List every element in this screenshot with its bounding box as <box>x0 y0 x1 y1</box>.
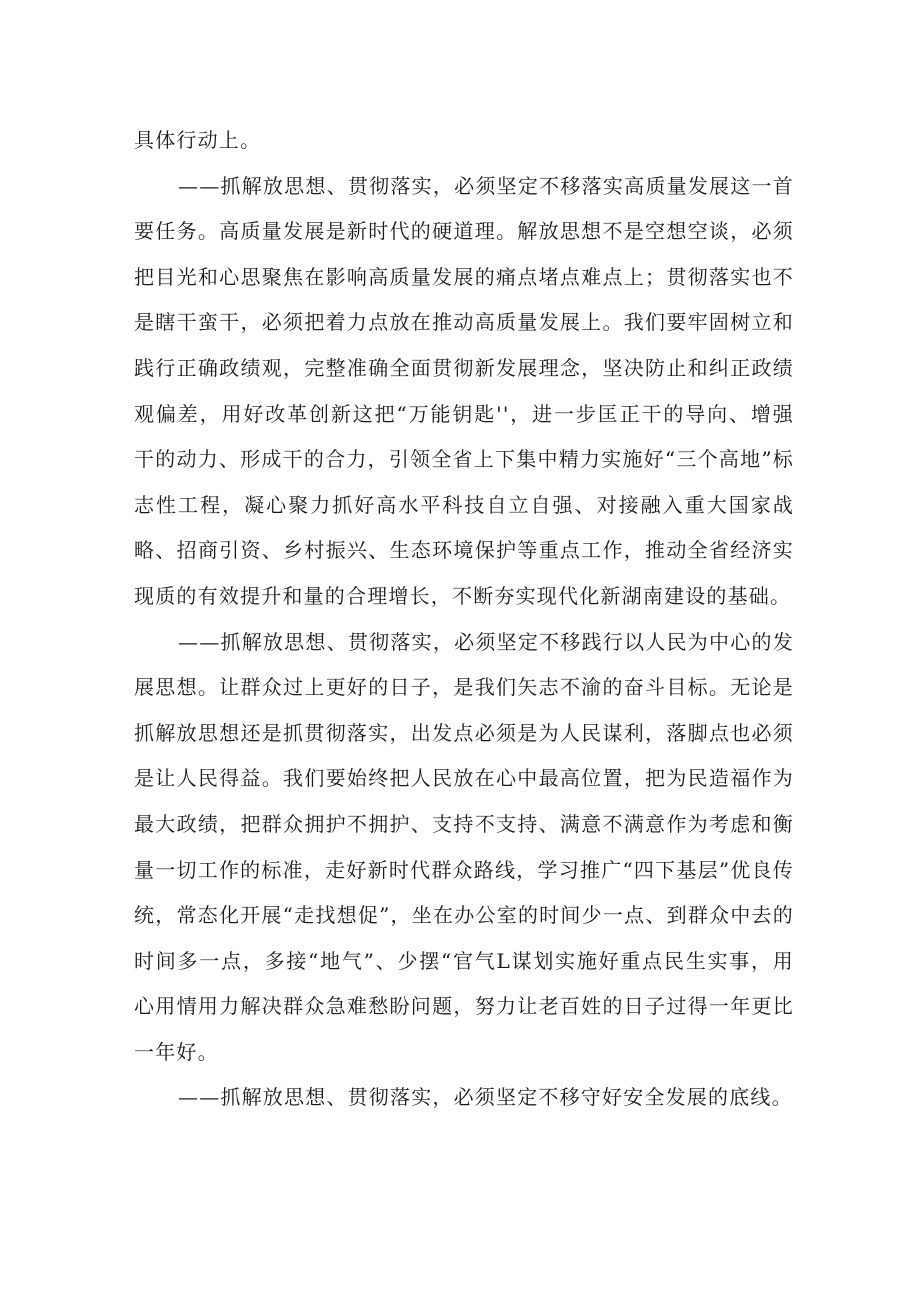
paragraph-people-centered: ——抓解放思想、贯彻落实，必须坚定不移践行以人民为中心的发展思想。让群众过上更好的日子，是我们矢志不渝的奋斗目标。无论是抓解放思想还是抓贯彻落实，出发点必须是为人民谋利，落脚点也必须是让人民得益。我们要始终把人民放在心中最高位置，把为民造福作为最大政绩，把群众拥护不拥护、支持不支持、满意不满意作为考虑和衡量一切工作的标准，走好新时代群众路线，学习推广“四下基层”优良传统，常态化开展“走找想促”，坐在办公室的时间少一点、到群众中去的时间多一点，多接“地气”、少摆“官气L谋划实施好重点民生实事，用心用情用力解决群众急难愁盼问题，努力让老百姓的日子过得一年更比一年好。 <box>134 629 794 1064</box>
paragraph-high-quality-development: ——抓解放思想、贯彻落实，必须坚定不移落实高质量发展这一首要任务。高质量发展是新时代的硬道理。解放思想不是空想空谈，必须把目光和心思聚焦在影响高质量发展的痛点堵点难点上；贯彻落实也不是瞎干蛮干，必须把着力点放在推动高质量发展上。我们要牢固树立和践行正确政绩观，完整准确全面贯彻新发展理念，坚决防止和纠正政绩观偏差，用好改革创新这把“万能钥匙''，进一步匡正干的导向、增强干的动力、形成干的合力，引领全省上下集中精力实施好“三个高地”标志性工程，凝心聚力抓好高水平科技自立自强、对接融入重大国家战略、招商引资、乡村振兴、生态环境保护等重点工作，推动全省经济实现质的有效提升和量的合理增长，不断夯实现代化新湖南建设的基础。 <box>134 173 794 608</box>
document-body <box>134 118 794 1121</box>
paragraph-safety-bottom-line: ——抓解放思想、贯彻落实，必须坚定不移守好安全发展的底线。 <box>178 1085 793 1110</box>
paragraph-continuation: 具体行动上。 <box>134 128 262 152</box>
